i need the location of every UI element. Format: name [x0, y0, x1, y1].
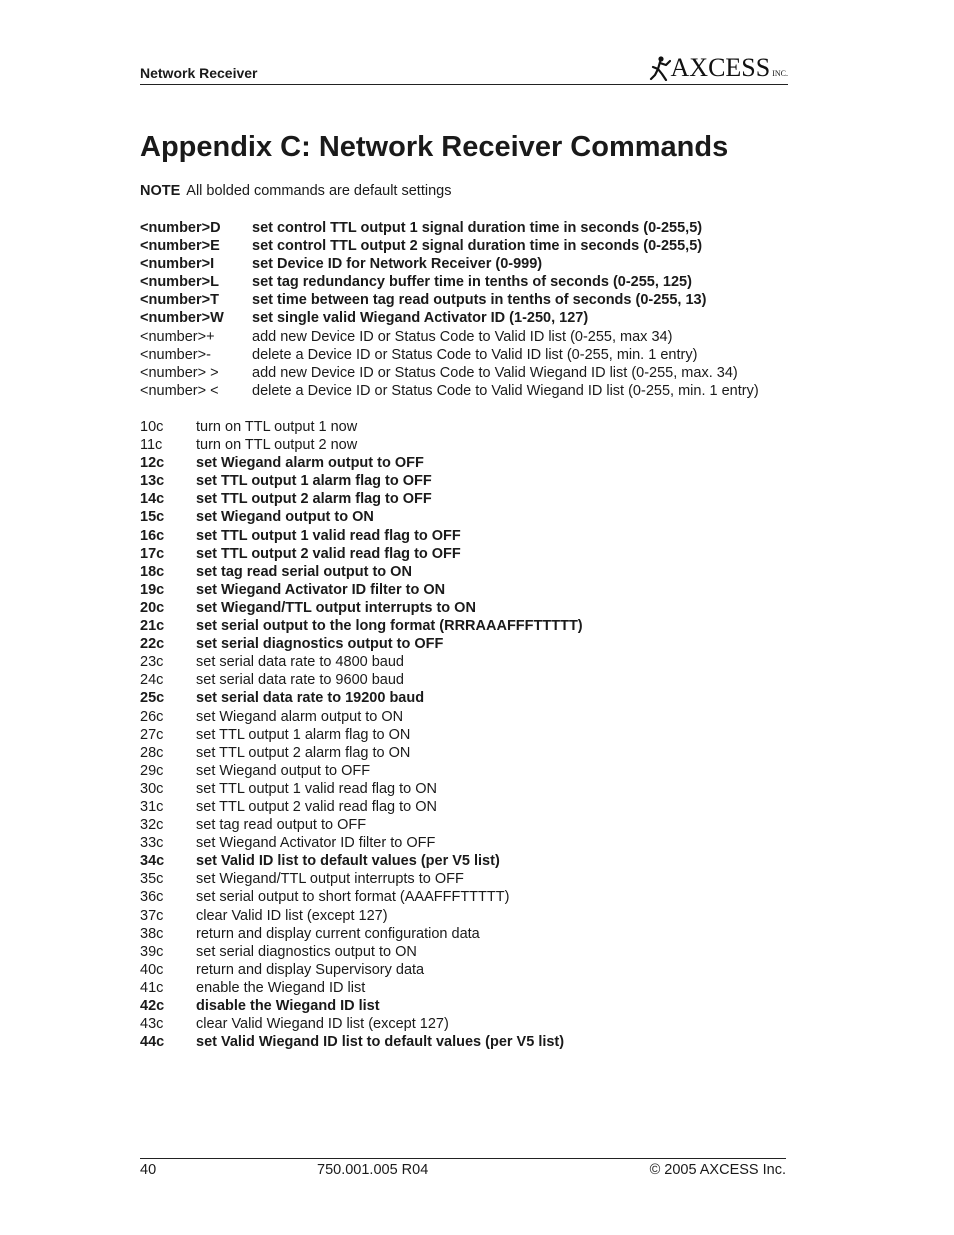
code-row-key: 26c	[140, 708, 164, 725]
code-row-description: set tag read serial output to ON	[196, 563, 412, 580]
code-row-description: clear Valid ID list (except 127)	[196, 907, 388, 924]
code-row-key: 19c	[140, 581, 165, 598]
code-row-key: 15c	[140, 509, 165, 526]
code-row-key: 36c	[140, 889, 164, 906]
command-row-key: <number>T	[140, 292, 219, 309]
footer-doc-number: 750.001.005 R04	[317, 1162, 429, 1178]
command-row-key: <number>W	[140, 310, 224, 327]
code-row-description: return and display current configuration data	[196, 925, 480, 942]
code-row-description: set TTL output 2 valid read flag to OFF	[196, 545, 461, 562]
code-row-key: 25c	[140, 690, 165, 707]
code-row-description: set Wiegand/TTL output interrupts to ON	[196, 599, 476, 616]
code-row-key: 33c	[140, 835, 164, 852]
code-row-key: 31c	[140, 798, 164, 815]
note	[140, 182, 451, 200]
code-row-description: set TTL output 1 valid read flag to OFF	[196, 527, 461, 544]
logo-suffix: INC.	[772, 69, 788, 78]
code-row-description: set Wiegand output to OFF	[196, 762, 371, 779]
code-row-key: 21c	[140, 618, 165, 635]
command-row-key: <number>E	[140, 238, 220, 255]
page-footer	[140, 1158, 786, 1185]
code-row-key: 28c	[140, 744, 164, 761]
command-row-description: set time between tag read outputs in tenths of seconds (0-255, 13)	[252, 292, 707, 309]
code-row-description: set Wiegand/TTL output interrupts to OFF	[196, 871, 464, 888]
code-row-description: set Wiegand output to ON	[196, 509, 374, 526]
command-row-description: add new Device ID or Status Code to Valid Wiegand ID list (0-255, max. 34)	[252, 364, 738, 381]
code-row-key: 37c	[140, 907, 164, 924]
code-row-key: 42c	[140, 998, 165, 1014]
code-row-key: 30c	[140, 780, 164, 797]
code-row-key: 39c	[140, 943, 164, 960]
code-row-key: 10c	[140, 419, 164, 435]
code-row-description: enable the Wiegand ID list	[196, 979, 366, 996]
command-row-key: <number>I	[140, 256, 215, 273]
footer-copyright: © 2005 AXCESS Inc.	[649, 1162, 786, 1178]
code-row-description: set tag read output to OFF	[196, 817, 367, 834]
code-row-description: clear Valid Wiegand ID list (except 127)	[196, 1016, 449, 1033]
code-row-key: 41c	[140, 979, 164, 996]
code-row-key: 12c	[140, 455, 165, 472]
code-row-key: 24c	[140, 672, 164, 689]
command-row-description: set control TTL output 2 signal duration time in seconds (0-255,5)	[252, 238, 703, 255]
code-row-description: return and display Supervisory data	[196, 961, 425, 978]
command-row-description: delete a Device ID or Status Code to Valid Wiegand ID list (0-255, min. 1 entry)	[252, 382, 759, 399]
code-row-key: 13c	[140, 473, 165, 490]
code-row-description: set TTL output 1 alarm flag to OFF	[196, 473, 432, 490]
command-row-key: <number>D	[140, 220, 221, 236]
code-row-key: 34c	[140, 853, 165, 870]
logo-figure-icon	[649, 55, 671, 81]
code-row-description: set TTL output 1 valid read flag to ON	[196, 780, 437, 797]
command-row-key: <number>L	[140, 274, 219, 291]
company-logo	[649, 51, 788, 81]
command-row-key: <number> <	[140, 382, 219, 399]
note-text: All bolded commands are default settings	[186, 183, 452, 199]
code-row-key: 22c	[140, 636, 165, 653]
code-row-key: 16c	[140, 527, 165, 544]
code-row-description: set serial output to short format (AAAFFFTTTTT)	[196, 889, 510, 906]
code-row-description: turn on TTL output 1 now	[196, 419, 358, 435]
code-row-description: set serial data rate to 9600 baud	[196, 672, 404, 689]
code-row-key: 27c	[140, 726, 164, 743]
code-row-description: set serial diagnostics output to OFF	[196, 636, 444, 653]
footer-page-number: 40	[140, 1162, 157, 1178]
command-row-description: set control TTL output 1 signal duration time in seconds (0-255,5)	[252, 220, 703, 236]
code-row-description: set TTL output 2 alarm flag to ON	[196, 744, 411, 761]
code-row-key: 40c	[140, 961, 164, 978]
code-row-description: set Wiegand alarm output to OFF	[196, 455, 424, 472]
command-row-key: <number> >	[140, 364, 219, 381]
code-row-key: 38c	[140, 925, 164, 942]
page-header	[140, 52, 788, 85]
command-row-description: delete a Device ID or Status Code to Valid ID list (0-255, min. 1 entry)	[252, 346, 698, 363]
code-row-description: set TTL output 1 alarm flag to ON	[196, 726, 411, 743]
code-row-key: 14c	[140, 491, 165, 508]
code-row-description: set TTL output 2 alarm flag to OFF	[196, 491, 432, 508]
code-row-description: set Wiegand Activator ID filter to OFF	[196, 835, 436, 852]
code-row-key: 17c	[140, 545, 165, 562]
command-row-description: add new Device ID or Status Code to Valid ID list (0-255, max 34)	[252, 328, 673, 345]
code-row-key: 11c	[140, 437, 163, 454]
code-row-key: 18c	[140, 563, 165, 580]
code-row-description: set Wiegand alarm output to ON	[196, 708, 404, 725]
code-row-key: 35c	[140, 871, 164, 888]
command-row-description: set tag redundancy buffer time in tenths of seconds (0-255, 125)	[252, 274, 692, 291]
code-row-description: set Wiegand Activator ID filter to ON	[196, 581, 446, 598]
code-row-key: 20c	[140, 599, 165, 616]
code-row-description: set Valid ID list to default values (per V5 list)	[196, 853, 500, 870]
code-row-key: 43c	[140, 1016, 164, 1033]
note-label: NOTE	[140, 183, 181, 199]
command-row-description: set single valid Wiegand Activator ID (1-250, 127)	[252, 310, 589, 327]
command-row-key: <number>-	[140, 346, 211, 363]
code-row-key: 44c	[140, 1034, 165, 1051]
page-title: Appendix C: Network Receiver Commands	[140, 131, 729, 163]
command-row-key: <number>+	[140, 328, 215, 345]
code-row-description: set Valid Wiegand ID list to default values (per V5 list)	[196, 1034, 565, 1051]
code-row-key: 23c	[140, 654, 164, 671]
code-row-description: set TTL output 2 valid read flag to ON	[196, 798, 437, 815]
code-row-description: set serial data rate to 19200 baud	[196, 690, 425, 707]
logo-wordmark: AXCESS	[670, 53, 771, 82]
code-row-description: set serial diagnostics output to ON	[196, 943, 417, 960]
code-row-description: set serial data rate to 4800 baud	[196, 654, 404, 671]
command-row-description: set Device ID for Network Receiver (0-999)	[252, 256, 543, 273]
code-row-description: turn on TTL output 2 now	[196, 437, 358, 454]
code-row-key: 32c	[140, 817, 164, 834]
header-title: Network Receiver	[140, 65, 258, 81]
code-row-description: disable the Wiegand ID list	[196, 998, 380, 1014]
code-row-description: set serial output to the long format (RRRAAAFFFTTTTT)	[196, 618, 583, 635]
code-row-key: 29c	[140, 762, 164, 779]
